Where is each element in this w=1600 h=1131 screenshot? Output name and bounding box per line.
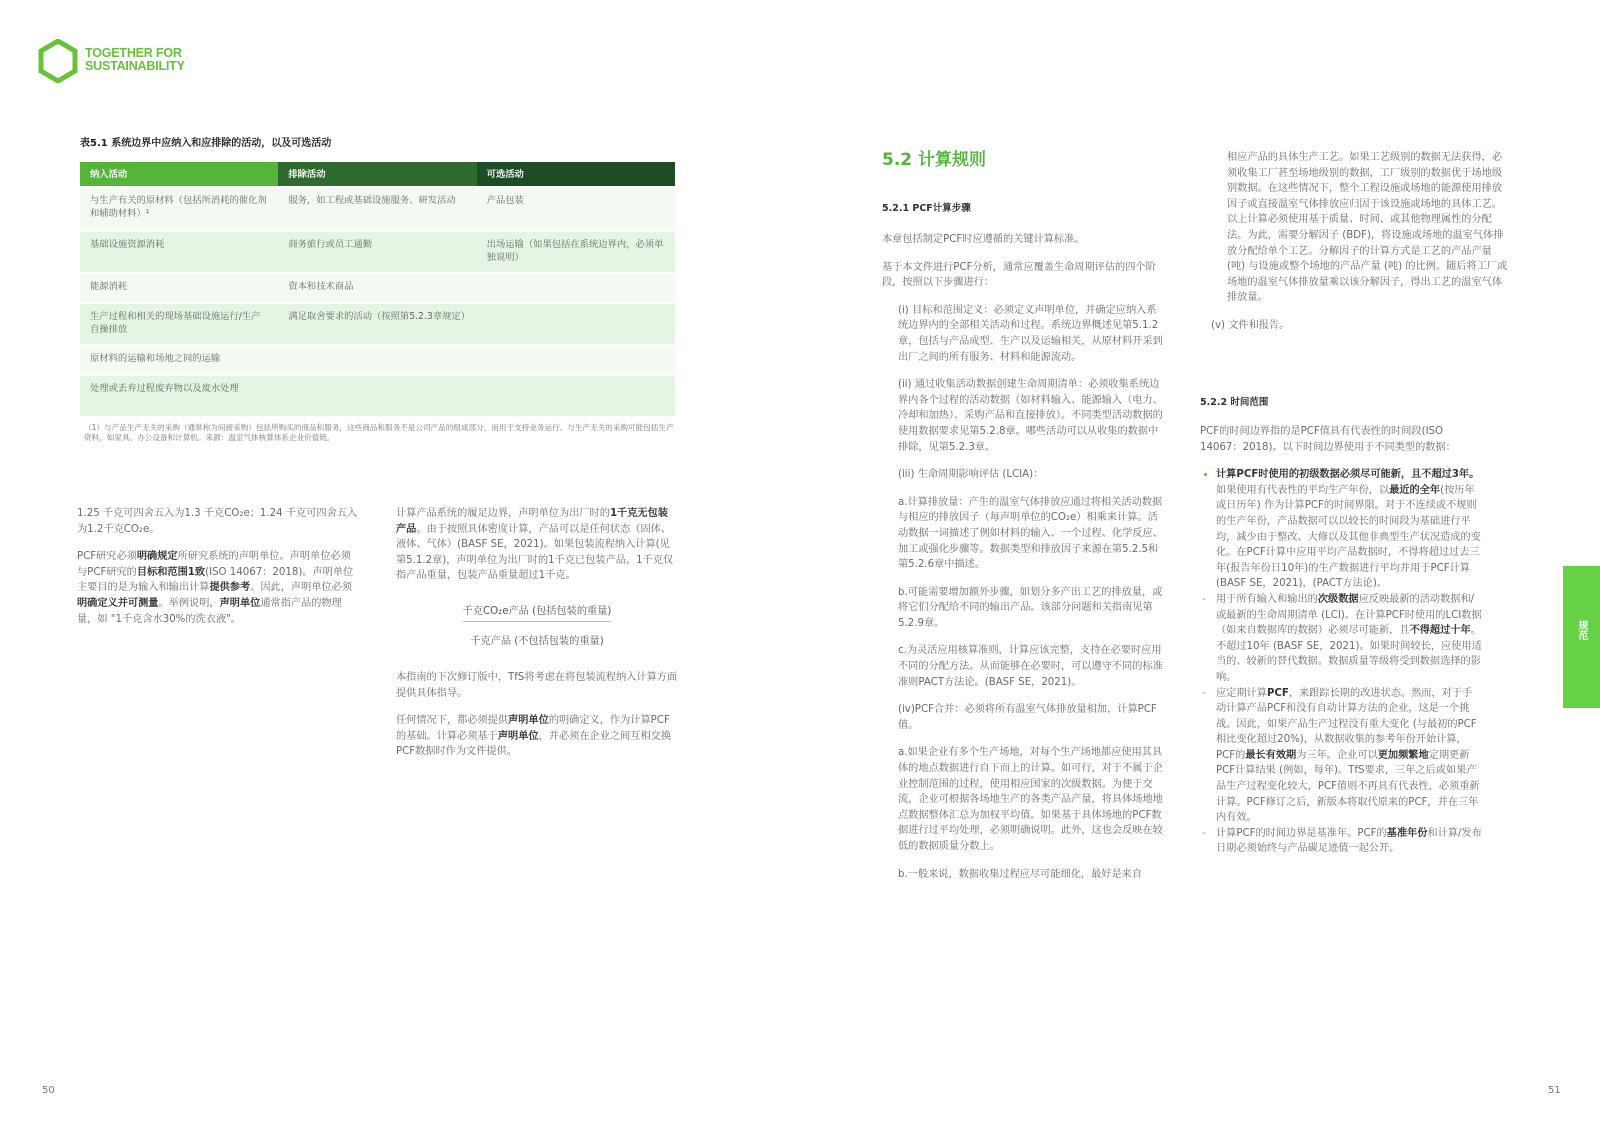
table-cell: 出场运输（如果包括在系统边界内，必须单独说明）	[477, 231, 675, 273]
section-heading: 5.2 计算规则	[882, 150, 987, 170]
paragraph: 相应产品的具体生产工艺。如果工艺级别的数据无法获得，必须收集工厂甚至场地级别的数据，工厂级别的数据优于场地级别数据。在这些情况下，整个工程设施或场地的能源使用排放因子或直接温室气体排放应归因于该设施或场地的具体工艺。以上计算必须使用基于质量、时间、或其他物理属性的分配法。为此，需要分解因子 (BDF)，将设施或场地的温室气体排放分配给单个工艺。分解因子的计算方式是工艺的产品产量 (吨) 与设施或整个场地的产品产量 (吨) 的比例。随后将工厂或场地的温室气体排放量乘以该分解因子，得出工艺的温室气体排放量。	[1227, 152, 1508, 304]
table-cell	[477, 303, 675, 345]
sub-step-item: b.一般来说，数据收集过程应尽可能细化，最好是来自	[898, 868, 1143, 880]
paragraph: 计算产品系统的履足边界，声明单位为出厂时的1千克无包装产品。由于按照具体密度计算，产品可以是任何状态（固体、液体、气体）(BASF SE，2021)。如果包装流程纳入计算(见第5.1.2章)，声明单位为出厂时的1千克已包装产品。1千克仅指产品重量，包装产品重量超过1千克。	[396, 508, 674, 582]
table-cell: 基础设施资源消耗	[80, 231, 278, 273]
left-column-1	[77, 506, 359, 639]
step-item: (v) 文件和报告。	[1211, 319, 1290, 331]
declared-unit-formula	[396, 602, 678, 647]
paragraph: 基于本文件进行PCF分析，通常应覆盖生命周期评估的四个阶段，按照以下步骤进行：	[882, 261, 1156, 289]
logo-line1: TOGETHER FOR	[85, 46, 182, 60]
table-row	[80, 303, 675, 345]
table-row	[80, 273, 675, 303]
right-column-2-top	[1211, 150, 1509, 346]
step-item: (i) 目标和范围定义：必须定义声明单位，并确定应纳入系统边界内的全部相关活动和过程。系统边界概述见第5.1.2章，包括与产品成型、生产以及运输相关，从原材料开采到出厂之间的所有服务、材料和能源流动。	[898, 304, 1163, 363]
table-row	[80, 187, 675, 231]
paragraph: PCF研究必须明确规定所研究系统的声明单位。声明单位必须与PCF研究的目标和范围1致(ISO 14067：2018)。声明单位主要目的是为输入和输出计算提供参考。因此，声明单位必须明确定义并可测量。举例说明，声明单位通常指产品的物理量，如 "1千克含水30%的洗衣液"。	[77, 551, 354, 625]
activities-table	[80, 162, 675, 416]
paragraph: 本指南的下次修订版中，TfS将考虑在将包装流程纳入计算方面提供具体指导。	[396, 672, 678, 699]
table-cell: 与生产有关的原材料（包括所消耗的催化剂和辅助材料）¹	[80, 187, 278, 231]
table-cell: 原材料的运输和场地之间的运输	[80, 345, 278, 375]
table-header: 纳入活动	[80, 162, 278, 187]
table-header: 排除活动	[278, 162, 476, 187]
table-cell: 处理或丢弃过程废弃物以及废水处理	[80, 375, 278, 416]
hexagon-logo-icon	[38, 39, 78, 83]
list-item: - 应定期计算PCF，来跟踪长期的改进状态。然而，对于手动计算产品PCF和没有自动计算方法的企业，这是一个挑战。因此，如果产品生产过程没有重大变化 (与最初的PCF相比变化超过20%)，从数据收集的参考年份开始计算，PCF的最长有效期为三年。企业可以更加频繁地定期更新PCF计算结果 (例如，每年)。TfS要求，三年之后或如果产品生产过程变化较大，PCF值则不再具有代表性，必须重新计算。PCF修订之后，新版本将取代原来的PCF，并在三年内有效。	[1216, 686, 1482, 826]
left-column-2-lower	[396, 670, 678, 772]
table-row	[80, 375, 675, 416]
paragraph: 本章包括制定PCF时应遵循的关键计算标准。	[882, 234, 1085, 245]
table-cell	[477, 273, 675, 303]
logo-line2: SUSTAINABILITY	[85, 59, 185, 73]
list-item: - 计算PCF的时间边界是基准年。PCF的基准年份和计算/发布日期必须始终与产品碳足迹值一起公开。	[1216, 826, 1482, 857]
table-cell: 能源消耗	[80, 273, 278, 303]
page-number-left: 50	[42, 1085, 55, 1096]
paragraph: 任何情况下，都必须提供声明单位的明确定义，作为计算PCF的基础。计算必须基于声明单位，并必须在企业之间互相交换PCF数据时作为文件提供。	[396, 715, 672, 758]
formula-numerator: 千克CO₂e产品 (包括包装的重量)	[463, 602, 612, 622]
paragraph: PCF的时间边界指的是PCF值具有代表性的时间段(ISO 14067：2018)。以下时间边界使用于不同类型的数据：	[1200, 426, 1456, 453]
table-cell: 生产过程和相关的现场基础设施运行/生产自操排放	[80, 303, 278, 345]
table-cell	[278, 375, 476, 416]
bullet-list	[1200, 467, 1482, 857]
table-cell: 产品包装	[477, 187, 675, 231]
table-cell: 商务旅行或员工通勤	[278, 231, 476, 273]
step-item: (ii) 通过收集活动数据创建生命周期清单：必须收集系统边界内各个过程的活动数据（如材料输入、能源输入（电力、冷却和加热）、采购产品和直接排放）。不同类型活动数据的使用数据要求见第5.2.8章。哪些活动可以从收集的数据中排除，见第5.2.3章。	[898, 379, 1163, 453]
sub-step-item: a.如果企业有多个生产场地，对每个生产场地都应使用其具体的地点数据进行自下而上的计算。如可行，对于不属于企业控制范围的过程，使用相应国家的次级数据。为便于交流，企业可根据各场地生产的各类产品产量，将具体场地地点数据整体汇总为加权平均值。如果基于具体场地的PCF数据进行过平均处理，必须明确说明。此外，这也会反映在较低的数据质量分数上。	[898, 747, 1163, 852]
table-title: 表5.1 系统边界中应纳入和应排除的活动，以及可选活动	[80, 138, 332, 149]
sub-step-item: c.为灵活应用核算准则，计算应该完整，支持在必要时应用不同的分配方法。从而能够在必要时，可以遵守不同的标准准则PACT方法论。(BASF SE，2021)。	[898, 645, 1163, 688]
table-cell	[278, 345, 476, 375]
table-cell	[477, 345, 675, 375]
table-row	[80, 231, 675, 273]
list-item: • 计算PCF时使用的初级数据必须尽可能新，且不超过3年。如果使用有代表性的平均生产年份，以最近的全年(按历年或日历年) 作为计算PCF的时间界限。对于不连续或不规则的生产年份，产品数据可以以较长的时间段为基础进行平均，减少由于整改、大修以及其他非典型生产状况造成的变化。在PCF计算中应用平均产品数据时，不得将超过过去三年(报告年份日10年)的生产数据进行平均并用于PCF计算 (BASF SE，2021)，(PACT方法论)。	[1216, 467, 1482, 592]
right-column-1	[882, 232, 1164, 894]
step-item: (iii) 生命周期影响评估 (LCIA)：	[898, 469, 1044, 481]
table-cell	[477, 375, 675, 416]
left-column-2	[396, 506, 678, 596]
sub-step-item: a.计算排放量：产生的温室气体排放应通过将相关活动数据与相应的排放因子（每声明单位的CO₂e）相乘来计算。活动数据一词描述了例如材料的输入、一个过程、化学反应、加工或强化步骤等。数据类型和排放因子来源在第5.2.5和第5.2.6章中描述。	[898, 496, 1163, 571]
right-column-2-bottom	[1200, 424, 1482, 857]
paragraph: 1.25 千克可四舍五入为1.3 千克CO₂e；1.24 千克可四舍五入为1.2千克CO₂e。	[77, 508, 358, 535]
table-cell: 资本和技术商品	[278, 273, 476, 303]
table-header: 可选活动	[477, 162, 675, 187]
logo-text	[85, 47, 185, 73]
sub-step-item: b.可能需要增加额外步骤，如划分多产出工艺的排放量，或将它们分配给不同的输出产品。该部分问题和关指南见第5.2.9章。	[898, 586, 1163, 629]
subsection-heading: 5.2.2 时间范围	[1200, 397, 1269, 408]
chapter-side-tab[interactable]	[1563, 566, 1600, 708]
formula-denominator: 千克产品 (不包括包装的重量)	[470, 636, 604, 647]
subsection-heading: 5.2.1 PCF计算步骤	[882, 203, 971, 214]
list-item: - 用于所有输入和输出的次级数据应反映最新的活动数据和/或最新的生命周期清单 (LCI)。在计算PCF时使用的LCI数据（如来自数据库的数据）必须尽可能新，且不得超过十年。不超过10年 (BASF SE，2021)。如果时间较长，应使用适当的、较新的替代数据。数据质量等级将受到数据选择的影响。	[1216, 592, 1482, 686]
table-cell: 满足取舍要求的活动（按照第5.2.3章规定）	[278, 303, 476, 345]
step-item: (iv)PCF合并：必须将所有温室气体排放量相加，计算PCF值。	[898, 704, 1157, 731]
side-tab-label: 规范	[1576, 620, 1587, 640]
table-footnote: （1）与产品生产无关的采购（通常称为间接采购）包括所购买的商品和服务，这些商品和服务不是公司产品的组成部分，而用于支持业务运行。与生产无关的采购可能包括生产资料，如家具、办公设备和计算机。来源：温室气体核算体系企业价值链。	[84, 423, 674, 442]
page-number-right: 51	[1548, 1085, 1561, 1096]
table-cell: 服务，如工程或基础设施服务、研发活动	[278, 187, 476, 231]
table-row	[80, 345, 675, 375]
